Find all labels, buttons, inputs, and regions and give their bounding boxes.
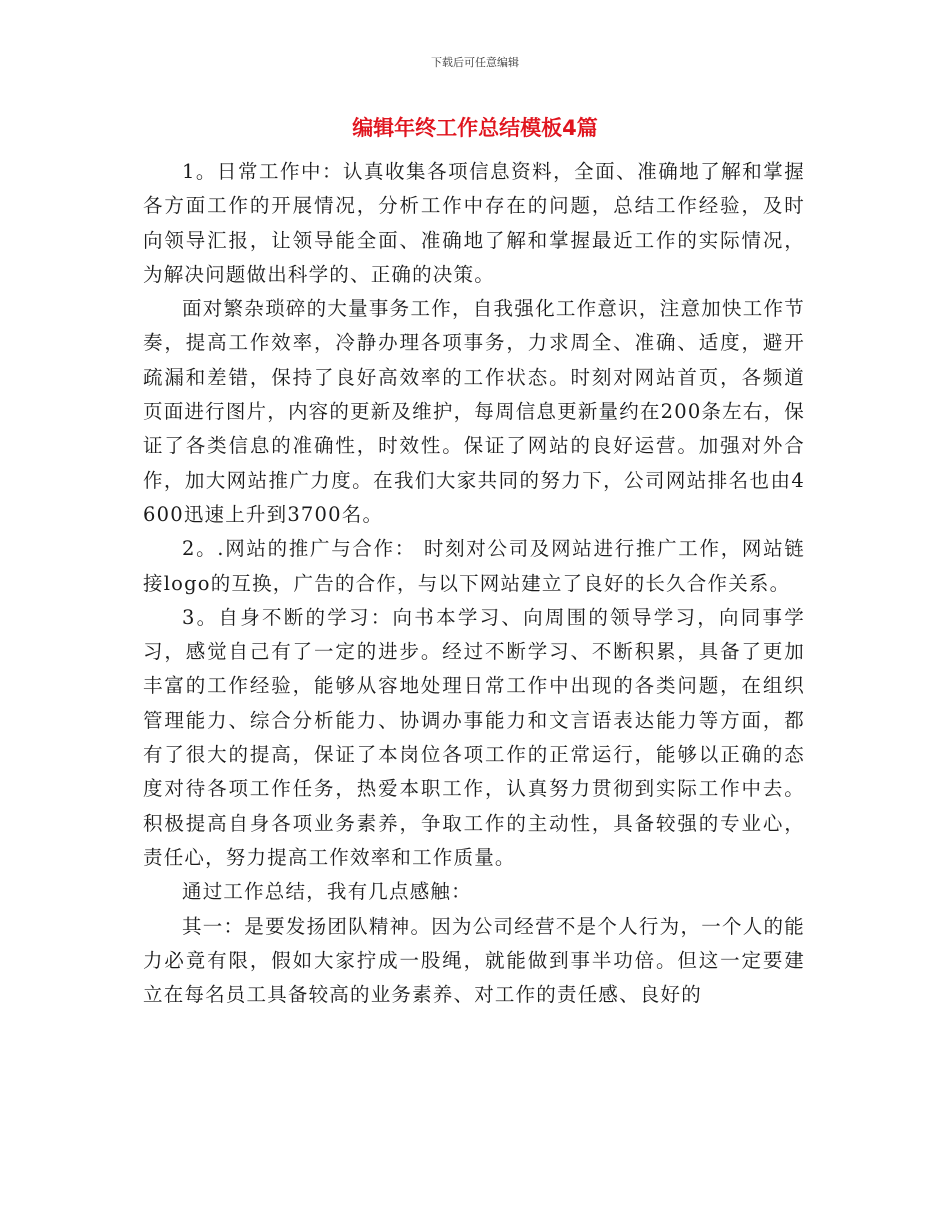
document-title: 编辑年终工作总结模板4篇 [352, 116, 598, 140]
paragraph-daily-work: 1。日常工作中：认真收集各项信息资料，全面、准确地了解和掌握各方面工作的开展情况，分析工作中存在的问题，总结工作经验，及时向领导汇报，让领导能全面、准确地了解和掌握最近工作的实际情况，为解决问题做出科学的、正确的决策。 [143, 160, 805, 286]
paragraph-affairs: 面对繁杂琐碎的大量事务工作，自我强化工作意识，注意加快工作节奏，提高工作效率，冷静办理各项事务，力求周全、准确、适度，避开疏漏和差错，保持了良好高效率的工作状态。时刻对网站首页，各频道页面进行图片，内容的更新及维护，每周信息更新量约在200条左右，保证了各类信息的准确性，时效性。保证了网站的良好运营。加强对外合作，加大网站推广力度。在我们大家共同的努力下，公司网站排名也由4600迅速上升到3700名。 [143, 297, 805, 526]
paragraph-reflections-intro: 通过工作总结，我有几点感触： [182, 880, 472, 904]
document-body [143, 155, 805, 1012]
paragraph-learning: 3。自身不断的学习：向书本学习、向周围的领导学习，向同事学习，感觉自己有了一定的进步。经过不断学习、不断积累，具备了更加丰富的工作经验，能够从容地处理日常工作中出现的各类问题，在组织管理能力、综合分析能力、协调办事能力和文言语表达能力等方面，都有了很大的提高，保证了本岗位各项工作的正常运行，能够以正确的态度对待各项工作任务，热爱本职工作，认真努力贯彻到实际工作中去。积极提高自身各项业务素养，争取工作的主动性，具备较强的专业心，责任心，努力提高工作效率和工作质量。 [143, 605, 805, 869]
paragraph-promotion: 2。.网站的推广与合作： 时刻对公司及网站进行推广工作，网站链接logo的互换，广告的合作，与以下网站建立了良好的长久合作关系。 [143, 537, 805, 595]
paragraph-teamwork: 其一：是要发扬团队精神。因为公司经营不是个人行为，一个人的能力必竟有限，假如大家拧成一股绳，就能做到事半功倍。但这一定要建立在每名员工具备较高的业务素养、对工作的责任感、良好的 [143, 914, 805, 1007]
header-note: 下载后可任意编辑 [431, 56, 519, 69]
